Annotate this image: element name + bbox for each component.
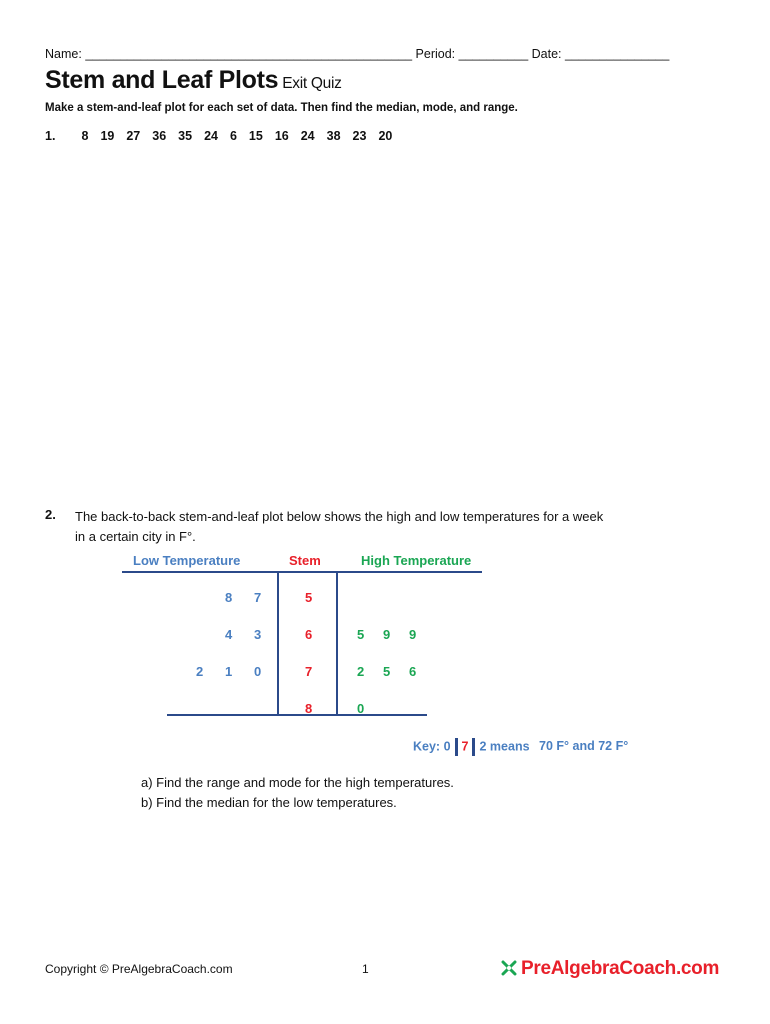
- question-1-number: 1.: [45, 129, 56, 143]
- key-meaning: 70 F° and 72 F°: [539, 739, 629, 754]
- high-leaf: 5: [357, 627, 365, 642]
- pencil-ruler-cross-icon: [500, 959, 518, 977]
- key-low-value: 0: [443, 739, 451, 754]
- period-blank[interactable]: __________: [458, 47, 529, 61]
- data-value: 19: [100, 129, 115, 143]
- low-leaf: 8: [225, 590, 233, 605]
- date-blank[interactable]: _______________: [565, 47, 670, 61]
- high-leaf: 2: [357, 664, 365, 679]
- stem-value: 6: [305, 627, 313, 642]
- low-leaf: 0: [254, 664, 262, 679]
- sub-question-b: b) Find the median for the low temperatures.: [141, 795, 397, 810]
- data-value: 27: [126, 129, 141, 143]
- high-leaf: 9: [383, 627, 391, 642]
- high-leaf: 9: [409, 627, 417, 642]
- key-divider-right: [472, 738, 475, 756]
- data-value: 23: [352, 129, 367, 143]
- plot-key: [413, 738, 628, 756]
- high-leaf: 0: [357, 701, 365, 716]
- copyright-text: Copyright © PreAlgebraCoach.com: [45, 962, 233, 976]
- stem-header: Stem: [289, 553, 321, 568]
- page-number: 1: [362, 962, 369, 976]
- data-value: 24: [204, 129, 218, 143]
- high-leaf: 6: [409, 664, 417, 679]
- subtitle-text: Exit Quiz: [282, 75, 342, 92]
- low-leaf: 2: [196, 664, 204, 679]
- question-2-text-line2: in a certain city in F°.: [75, 529, 196, 544]
- data-value: 8: [81, 129, 89, 143]
- sub-question-a: a) Find the range and mode for the high temperatures.: [141, 775, 454, 790]
- data-value: 24: [300, 129, 315, 143]
- stem-value: 5: [305, 590, 313, 605]
- stem-value: 8: [305, 701, 313, 716]
- header-line: [45, 47, 669, 61]
- high-leaf: 5: [383, 664, 391, 679]
- title-text: Stem and Leaf Plots: [45, 66, 279, 94]
- brand-logo: [500, 958, 719, 980]
- right-divider-line: [336, 571, 338, 716]
- data-value: 36: [152, 129, 167, 143]
- date-label: Date:: [531, 47, 562, 61]
- key-high-value: 2: [479, 739, 487, 754]
- low-leaf: 1: [225, 664, 233, 679]
- high-temperature-header: High Temperature: [361, 553, 472, 568]
- left-divider-line: [277, 571, 279, 716]
- low-leaf: 7: [254, 590, 262, 605]
- question-2-text: [75, 507, 603, 547]
- data-value: 20: [378, 129, 393, 143]
- bottom-line: [167, 714, 427, 716]
- low-temperature-header: Low Temperature: [133, 553, 241, 568]
- data-value: 15: [248, 129, 263, 143]
- page-title: [45, 66, 342, 95]
- question-2-number: 2.: [45, 507, 56, 522]
- logo-text: PreAlgebraCoach.com: [521, 958, 720, 979]
- low-leaf: 3: [254, 627, 262, 642]
- name-blank[interactable]: _______________________________________________: [85, 47, 413, 61]
- data-value: 38: [326, 129, 341, 143]
- header-divider-line: [122, 571, 482, 573]
- question-1-values: [81, 129, 404, 143]
- key-divider-left: [455, 738, 458, 756]
- name-label: Name:: [45, 47, 82, 61]
- question-1: [45, 129, 404, 143]
- period-label: Period:: [415, 47, 456, 61]
- key-label: Key:: [413, 739, 441, 754]
- question-2-text-line1: The back-to-back stem-and-leaf plot below shows the high and low temperatures for a week: [75, 509, 604, 524]
- data-value: 6: [229, 129, 237, 143]
- stem-value: 7: [305, 664, 313, 679]
- low-leaf: 4: [225, 627, 233, 642]
- instructions: Make a stem-and-leaf plot for each set of data. Then find the median, mode, and range.: [45, 102, 518, 114]
- key-stem-value: 7: [461, 739, 469, 754]
- data-value: 16: [274, 129, 289, 143]
- key-means: means: [489, 739, 530, 754]
- data-value: 35: [178, 129, 193, 143]
